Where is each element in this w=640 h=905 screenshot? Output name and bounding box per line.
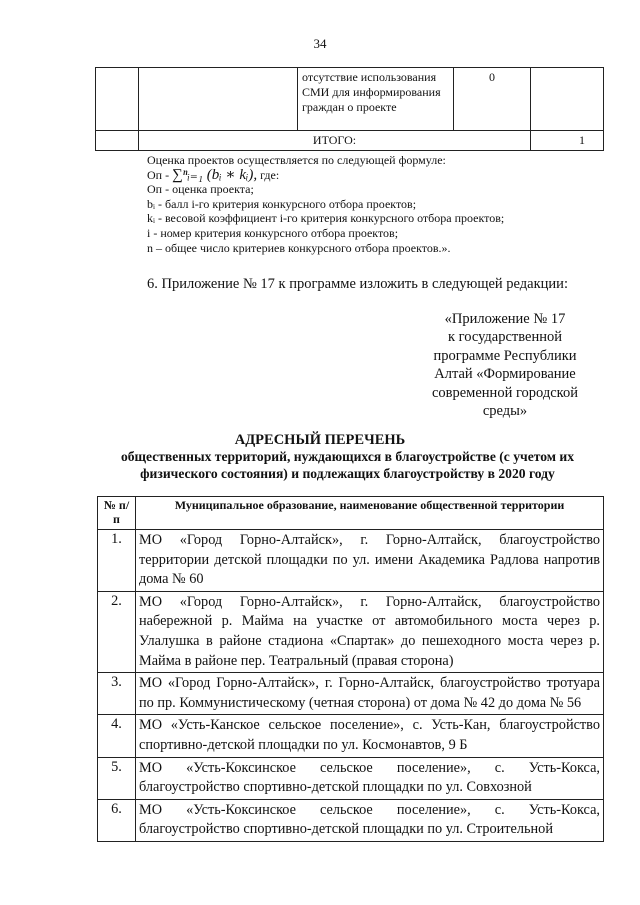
table-row [98, 757, 604, 799]
row-text: МО «Город Горно-Алтайск», г. Горно-Алтайск, благоустройство территории детской площадки по ул. имени Академика Радлова напротив дома № 60 [136, 530, 604, 592]
formula-sum: ∑ⁿᵢ₌₁ (bᵢ ∗ kᵢ), [172, 166, 258, 183]
formula-definition: bᵢ - балл i-го критерия конкурсного отбора проектов; [147, 196, 417, 211]
formula-intro: Оценка проектов осуществляется по следующей формуле: [147, 153, 446, 167]
appendix-line: современной городской [431, 384, 579, 401]
formula-block [147, 153, 504, 255]
table-row [98, 799, 604, 841]
address-list-table [97, 496, 604, 842]
appendix-line: программе Республики [433, 347, 577, 364]
appendix-line: к государственной [447, 329, 562, 346]
amendment-item-6: 6. Приложение № 17 к программе изложить в следующей редакции: [147, 276, 568, 292]
row-text: МО «Город Горно-Алтайск», г. Горно-Алтайск, благоустройство набережной р. Майма на участке от автомобильного моста через р. Улалушка в районе стадиона «Спартак» до пешеходного моста через р. Майма в районе пер. Театральный (правая сторона) [136, 591, 604, 672]
criterion-cell: отсутствие использования СМИ для информирования граждан о проекте [298, 68, 454, 131]
row-number: 4. [98, 715, 136, 757]
row-text: МО «Усть-Коксинское сельское поселение», с. Усть-Кокса, благоустройство спортивно-детской площадки по ул. Совхозной [136, 757, 604, 799]
row-number: 5. [98, 757, 136, 799]
table-row [98, 530, 604, 592]
column-header-number: № п/п [98, 497, 136, 530]
appendix-line: среды» [482, 403, 528, 420]
formula-definition: kᵢ - весовой коэффициент i-го критерия конкурсного отбора проектов; [147, 211, 505, 226]
document-heading: АДРЕСНЫЙ ПЕРЕЧЕНЬ [234, 432, 406, 448]
formula-expression [147, 168, 504, 183]
empty-cell [96, 68, 139, 131]
row-number: 2. [98, 591, 136, 672]
formula-definition: Оп - оценка проекта; [147, 182, 254, 197]
formula-definition: n – общее число критериев конкурсного отбора проектов.». [147, 240, 451, 255]
row-number: 3. [98, 673, 136, 715]
criteria-table-fragment [95, 67, 604, 151]
appendix-line: «Приложение № 17 [444, 311, 566, 327]
table-row [98, 673, 604, 715]
empty-cell [531, 68, 604, 131]
row-text: МО «Город Горно-Алтайск», г. Горно-Алтайск, благоустройство тротуара по пр. Коммунистическому (четная сторона) от дома № 42 до дома № 56 [136, 673, 604, 715]
empty-cell [139, 68, 298, 131]
criterion-score: 0 [454, 68, 531, 131]
formula-lhs: Оп - [147, 167, 170, 182]
row-text: МО «Усть-Канское сельское поселение», с. Усть-Кан, благоустройство спортивно-детской площадки по ул. Космонавтов, 9 Б [136, 715, 604, 757]
total-value: 1 [531, 131, 604, 151]
row-number: 6. [98, 799, 136, 841]
total-label: ИТОГО: [139, 131, 531, 151]
empty-cell [96, 131, 139, 151]
table-row [98, 591, 604, 672]
table-header-row [98, 497, 604, 530]
column-header-name: Муниципальное образование, наименование общественной территории [136, 497, 604, 530]
document-subheading: общественных территорий, нуждающихся в благоустройстве (с учетом их физического состояния) и подлежащих благоустройству в 2020 году [120, 449, 575, 481]
appendix-header [405, 310, 605, 420]
formula-where: где: [260, 167, 280, 182]
row-text: МО «Усть-Коксинское сельское поселение», с. Усть-Кокса, благоустройство спортивно-детской площадки по ул. Строительной [136, 799, 604, 841]
row-number: 1. [98, 530, 136, 592]
formula-definition: i - номер критерия конкурсного отбора проектов; [147, 225, 399, 240]
appendix-line: Алтай «Формирование [434, 366, 576, 383]
page-number: 34 [313, 36, 327, 51]
table-row [98, 715, 604, 757]
